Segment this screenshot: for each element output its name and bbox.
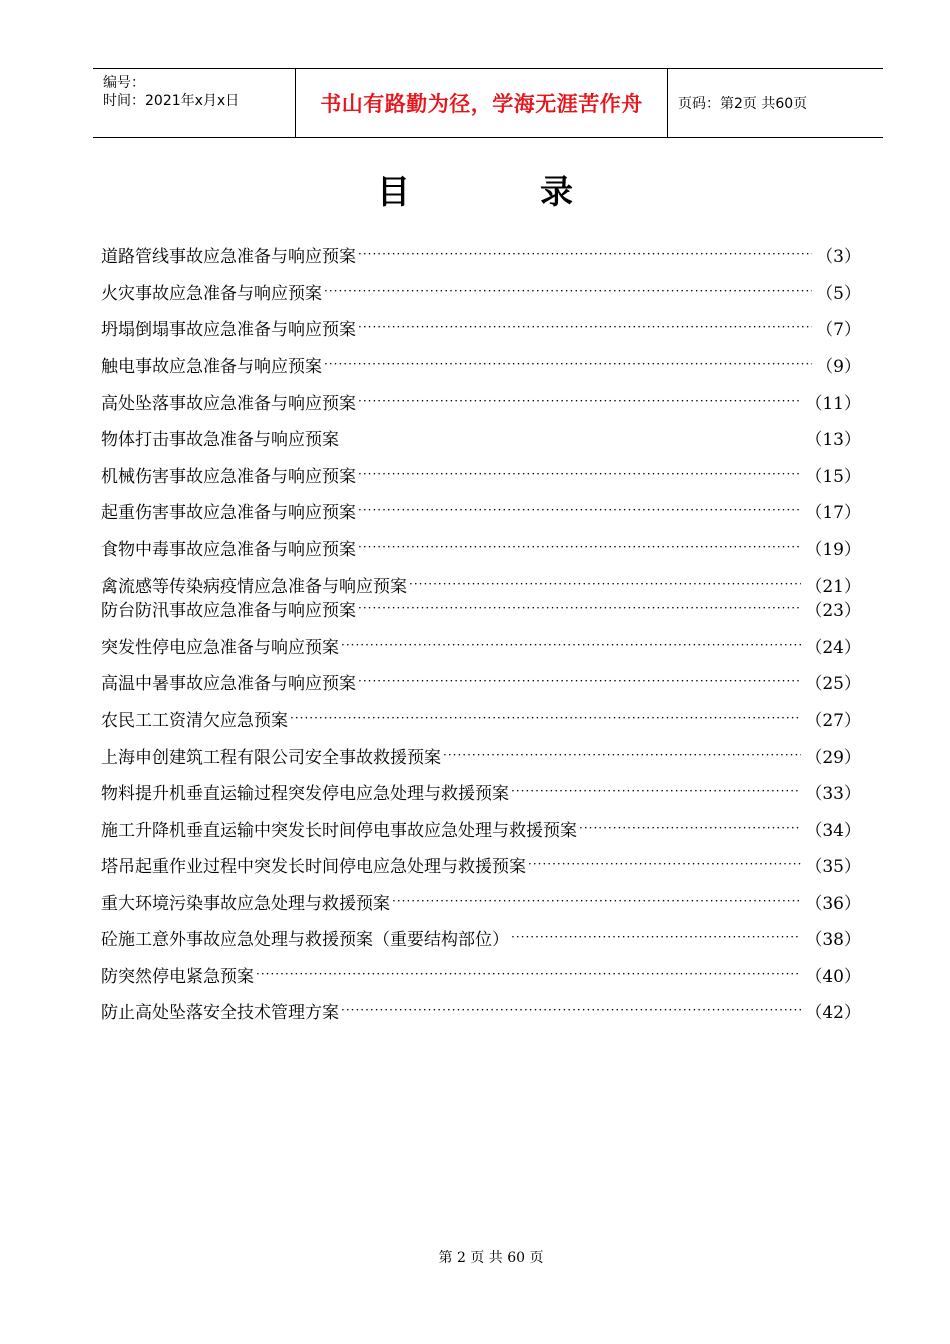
toc-entry[interactable] (101, 964, 861, 988)
toc-entry-title: 高温中暑事故应急准备与响应预案 (101, 674, 356, 694)
toc-leader (339, 634, 801, 659)
toc-entry-title: 防突然停电紧急预案 (101, 967, 254, 987)
toc-entry-title: 火灾事故应急准备与响应预案 (101, 284, 322, 304)
toc-leader (356, 243, 812, 268)
toc-entry-page: （33） (805, 784, 861, 804)
toc-entry-title: 坍塌倒塌事故应急准备与响应预案 (101, 320, 356, 340)
header-page-info: 页码：第2页 共60页 (678, 96, 808, 112)
toc-entry-title: 防止高处坠落安全技术管理方案 (101, 1003, 339, 1023)
toc-leader (322, 280, 812, 305)
toc-entry-page: （42） (805, 1003, 861, 1023)
toc-entry-page: （23） (805, 601, 861, 621)
toc-entry-page: （40） (805, 967, 861, 987)
toc-leader (322, 353, 812, 378)
toc-entry-page: （27） (805, 711, 861, 731)
toc-leader (356, 316, 812, 341)
header-meta-cell (93, 69, 295, 137)
document-time-label: 时间：2021年x月x日 (103, 93, 240, 109)
toc-entry-title: 上海申创建筑工程有限公司安全事故救援预案 (101, 748, 441, 768)
toc-leader (509, 780, 801, 805)
toc-leader (577, 817, 801, 842)
toc-entry-page: （25） (805, 674, 861, 694)
toc-leader (356, 536, 801, 561)
header-motto: 书山有路勤为径，学海无涯苦作舟 (295, 69, 668, 137)
toc-entry[interactable] (101, 427, 861, 451)
toc-entry[interactable] (101, 354, 861, 378)
toc-entry-page: （36） (805, 894, 861, 914)
toc-entry-title: 塔吊起重作业过程中突发长时间停电应急处理与救援预案 (101, 857, 526, 877)
toc-entry-title: 农民工工资清欠应急预案 (101, 711, 288, 731)
toc-leader (254, 963, 801, 988)
toc-entry-page: （17） (805, 503, 861, 523)
toc-entry-title: 物料提升机垂直运输过程突发停电应急处理与救援预案 (101, 784, 509, 804)
toc-entry[interactable] (101, 927, 861, 951)
toc-entry-title: 砼施工意外事故应急处理与救援预案（重要结构部位） (101, 930, 509, 950)
toc-entry[interactable] (101, 317, 861, 341)
toc-leader (390, 890, 801, 915)
toc-entry-page: （11） (805, 394, 861, 414)
toc-entry[interactable] (101, 464, 861, 488)
toc-leader (339, 448, 801, 451)
page-footer (0, 1247, 950, 1267)
toc-entry[interactable] (101, 1000, 861, 1024)
toc-entry-page: （29） (805, 748, 861, 768)
toc-leader (356, 463, 801, 488)
toc-entry-page: （21） (805, 577, 861, 597)
toc-entry-page: （38） (805, 930, 861, 950)
toc-entry[interactable] (101, 745, 861, 769)
title-char-left: 目 (377, 172, 410, 211)
footer-page-number: 第 2 页 共 60 页 (438, 1250, 544, 1266)
toc-entry-title: 食物中毒事故应急准备与响应预案 (101, 540, 356, 560)
toc-entry-title: 突发性停电应急准备与响应预案 (101, 638, 339, 658)
toc-entry[interactable] (101, 635, 861, 659)
toc-leader (356, 390, 801, 415)
page-header (93, 68, 883, 138)
toc-leader (288, 707, 801, 732)
toc-entry-title: 机械伤害事故应急准备与响应预案 (101, 467, 356, 487)
document-number-label: 编号： (103, 75, 145, 91)
toc-entry-page: （19） (805, 540, 861, 560)
toc-entry-title: 防台防汛事故应急准备与响应预案 (101, 601, 356, 621)
toc-entry[interactable] (101, 537, 861, 561)
toc-entry-title: 触电事故应急准备与响应预案 (101, 357, 322, 377)
toc-entry[interactable] (101, 244, 861, 268)
toc-leader (407, 573, 801, 598)
toc-leader (339, 999, 801, 1024)
toc-entry-page: （13） (805, 430, 861, 450)
toc-entry-title: 高处坠落事故应急准备与响应预案 (101, 394, 356, 414)
toc-entry[interactable] (101, 854, 861, 878)
toc-entry[interactable] (101, 391, 861, 415)
toc-leader (441, 744, 801, 769)
toc-entry[interactable] (101, 574, 861, 598)
toc-entry[interactable] (101, 500, 861, 524)
toc-entry[interactable] (101, 891, 861, 915)
toc-entry-page: （15） (805, 467, 861, 487)
toc-entry-page: （9） (816, 357, 861, 377)
toc-entry[interactable] (101, 281, 861, 305)
toc-entry-title: 物体打击事故急准备与响应预案 (101, 430, 339, 450)
toc-entry[interactable] (101, 708, 861, 732)
toc-entry-title: 道路管线事故应急准备与响应预案 (101, 247, 356, 267)
toc-entry-page: （35） (805, 857, 861, 877)
toc-entry-title: 起重伤害事故应急准备与响应预案 (101, 503, 356, 523)
toc-entry-title: 施工升降机垂直运输中突发长时间停电事故应急处理与救援预案 (101, 821, 577, 841)
toc-leader (356, 499, 801, 524)
toc-entry[interactable] (101, 671, 861, 695)
toc-entry-title: 禽流感等传染病疫情应急准备与响应预案 (101, 577, 407, 597)
toc-leader (509, 926, 801, 951)
toc-entry-title: 重大环境污染事故应急处理与救援预案 (101, 894, 390, 914)
toc-entry-page: （5） (816, 284, 861, 304)
toc-entry[interactable] (101, 598, 861, 622)
title-char-right: 录 (540, 172, 573, 211)
toc-leader (526, 853, 801, 878)
toc-entry-page: （34） (805, 821, 861, 841)
toc-leader (356, 670, 801, 695)
page-title (0, 166, 950, 213)
toc-entry-page: （3） (816, 247, 861, 267)
toc-entry[interactable] (101, 818, 861, 842)
toc-leader (356, 597, 801, 622)
toc-entry-page: （7） (816, 320, 861, 340)
toc-entry-page: （24） (805, 638, 861, 658)
toc-entry[interactable] (101, 781, 861, 805)
